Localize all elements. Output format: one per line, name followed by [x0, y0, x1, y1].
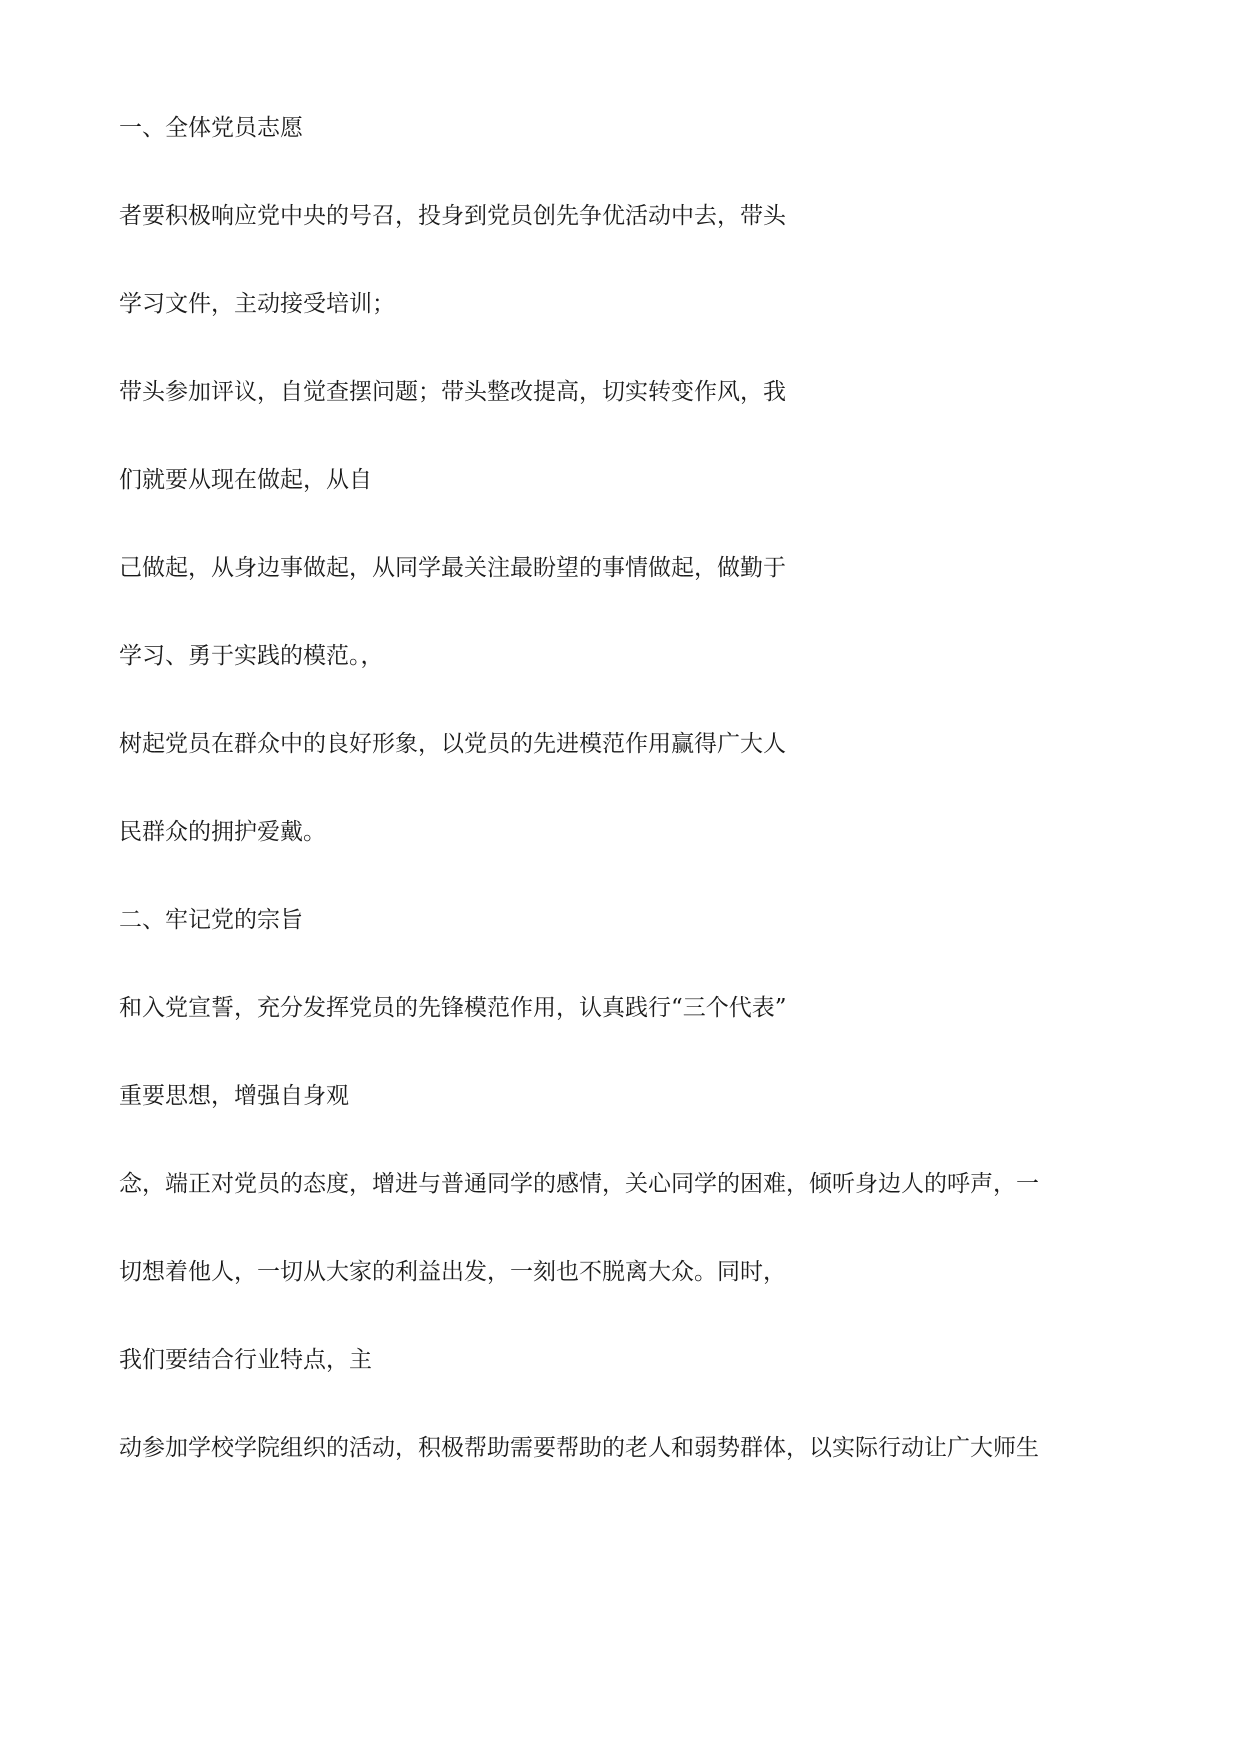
paragraph-line: 和入党宣誓，充分发挥党员的先锋模范作用，认真践行“三个代表” — [119, 995, 787, 1021]
paragraph-line: 我们要结合行业特点，主 — [119, 1347, 372, 1373]
paragraph-line: 树起党员在群众中的良好形象，以党员的先进模范作用赢得广大人 — [119, 731, 786, 757]
paragraph-line: 们就要从现在做起，从自 — [119, 467, 372, 493]
paragraph-line: 动参加学校学院组织的活动，积极帮助需要帮助的老人和弱势群体，以实际行动让广大师生 — [119, 1435, 1039, 1461]
section-heading-1: 一、全体党员志愿 — [119, 115, 303, 141]
paragraph-line: 切想着他人，一切从大家的利益出发，一刻也不脱离大众。同时， — [119, 1259, 786, 1285]
paragraph-line: 重要思想，增强自身观 — [119, 1083, 349, 1109]
section-heading-2: 二、牢记党的宗旨 — [119, 907, 303, 933]
paragraph-line: 带头参加评议，自觉查摆问题；带头整改提高，切实转变作风，我 — [119, 379, 786, 405]
paragraph-line: 者要积极响应党中央的号召，投身到党员创先争优活动中去，带头 — [119, 203, 786, 229]
paragraph-line: 学习、勇于实践的模范。， — [119, 643, 384, 669]
paragraph-line: 民群众的拥护爱戴。 — [119, 819, 326, 845]
paragraph-line: 己做起，从身边事做起，从同学最关注最盼望的事情做起，做勤于 — [119, 555, 786, 581]
paragraph-line: 学习文件，主动接受培训； — [119, 291, 395, 317]
paragraph-line: 念，端正对党员的态度，增进与普通同学的感情，关心同学的困难，倾听身边人的呼声，一 — [119, 1171, 1039, 1197]
